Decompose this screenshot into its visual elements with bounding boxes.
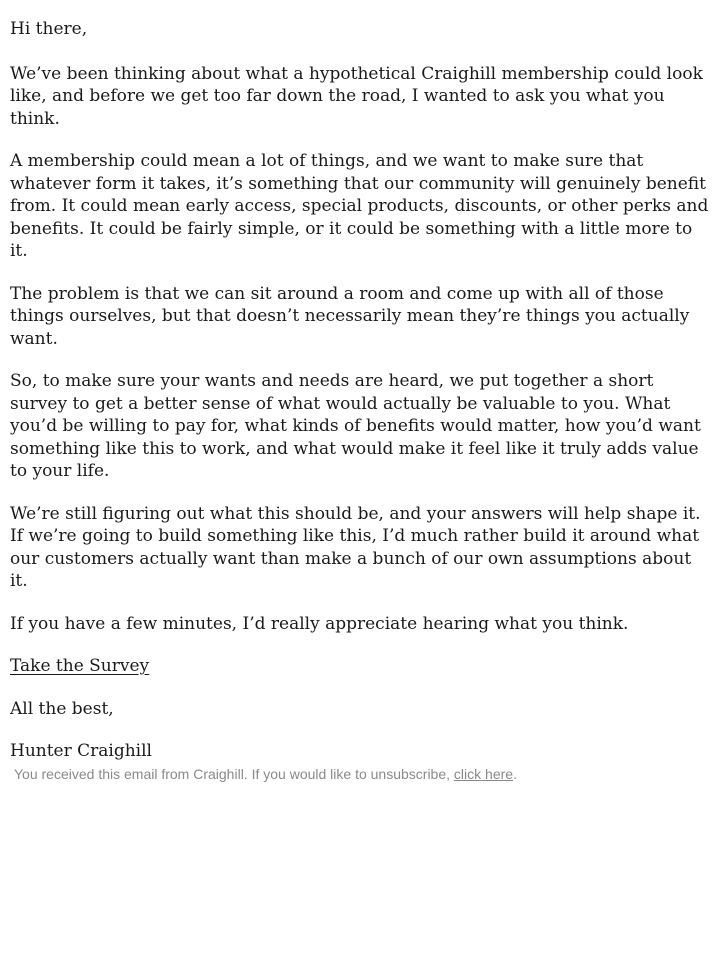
email-footer bbox=[14, 766, 714, 782]
paragraph-shape: We’re still figuring out what this should be, and your answers will help shape it. If we’re going to build something like this, I’d much rather build it around what our customers actually want than make a bunch of our own assumptions about it. bbox=[10, 503, 701, 591]
paragraph-intro: We’ve been thinking about what a hypothetical Craighill membership could look like, and before we get too far down the road, I wanted to ask you what you think. bbox=[10, 63, 703, 129]
paragraph-problem: The problem is that we can sit around a room and come up with all of those things ourselves, but that doesn’t necessarily mean they’re things you actually want. bbox=[10, 283, 690, 349]
footer-text: You received this email from Craighill. If you would like to unsubscribe, bbox=[14, 766, 454, 782]
survey-link-paragraph bbox=[10, 655, 710, 678]
greeting: Hi there, bbox=[10, 19, 88, 39]
take-survey-link[interactable]: Take the Survey bbox=[10, 656, 150, 676]
closing: All the best, bbox=[10, 698, 114, 719]
footer-end: . bbox=[513, 766, 517, 782]
email-body bbox=[10, 18, 710, 783]
paragraph-membership: A membership could mean a lot of things, and we want to make sure that whatever form it takes, it’s something that our community will genuinely benefit from. It could mean early access, special products, discounts, or other perks and benefits. It could be fairly simple, or it could be something with a little more to it. bbox=[10, 151, 709, 261]
unsubscribe-link[interactable]: click here bbox=[453, 766, 514, 782]
signature: Hunter Craighill bbox=[10, 741, 152, 761]
paragraph-survey: So, to make sure your wants and needs are heard, we put together a short survey to get a better sense of what would actually be valuable to you. What you’d be willing to pay for, what kinds of benefits would matter, how you’d want something like this to work, and what would make it feel like it truly adds value to your life. bbox=[10, 371, 701, 481]
paragraph-request: If you have a few minutes, I’d really appreciate hearing what you think. bbox=[10, 613, 629, 634]
